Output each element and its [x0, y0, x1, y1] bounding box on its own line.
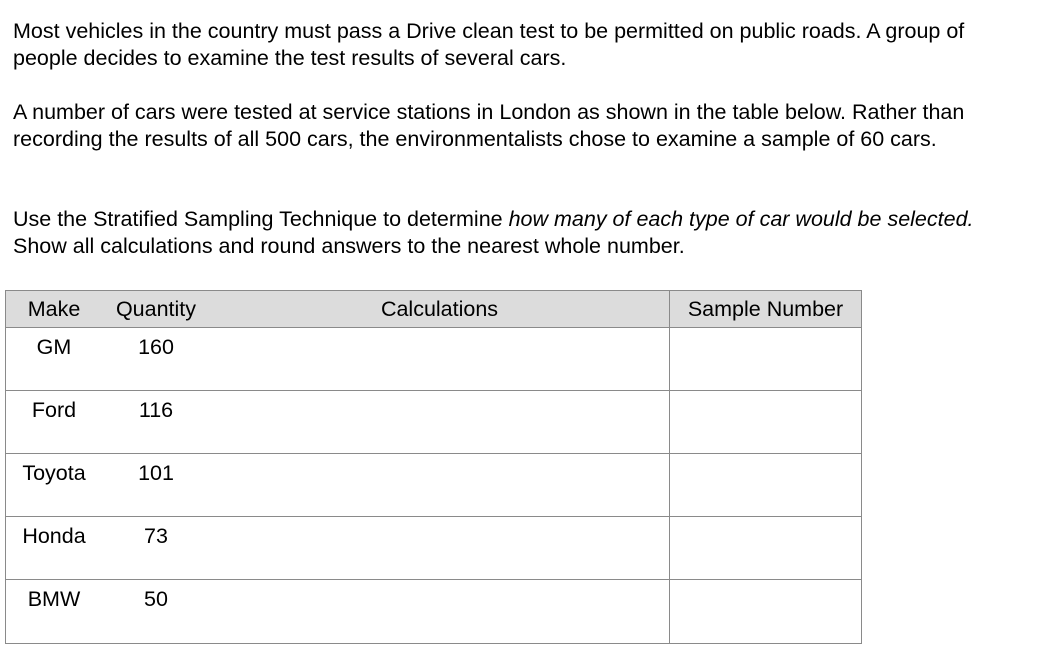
sample-number-cell[interactable] — [670, 517, 862, 580]
calculations-cell[interactable] — [210, 580, 670, 644]
make-quantity-cell — [6, 328, 211, 391]
instructions-end: Show all calculations and round answers to the nearest whole number. — [13, 234, 685, 258]
sample-number-cell[interactable] — [670, 391, 862, 454]
sample-number-cell[interactable] — [670, 580, 862, 644]
quantity-cell: 116 — [138, 398, 174, 422]
quantity-cell: 73 — [144, 524, 168, 548]
make-quantity-cell — [6, 580, 211, 644]
make-cell: Toyota — [22, 461, 86, 485]
table-row — [6, 454, 862, 517]
make-cell: BMW — [27, 587, 81, 611]
calculations-cell[interactable] — [210, 391, 670, 454]
stratified-sampling-table — [5, 290, 862, 644]
make-cell: Ford — [31, 398, 77, 422]
quantity-cell: 160 — [138, 335, 174, 359]
calculations-header: Calculations — [210, 291, 670, 328]
make-header: Make — [27, 297, 81, 321]
calculations-cell[interactable] — [210, 454, 670, 517]
table-row — [6, 328, 862, 391]
make-quantity-header — [6, 291, 211, 328]
make-cell: GM — [36, 335, 72, 359]
make-cell: Honda — [22, 524, 86, 548]
calculations-cell[interactable] — [210, 328, 670, 391]
instructions-paragraph — [13, 206, 1033, 260]
sample-number-cell[interactable] — [670, 454, 862, 517]
sample-number-header: Sample Number — [670, 291, 862, 328]
quantity-cell: 50 — [144, 587, 168, 611]
table-row — [6, 391, 862, 454]
make-quantity-cell — [6, 454, 211, 517]
calculations-cell[interactable] — [210, 517, 670, 580]
quantity-cell: 101 — [138, 461, 174, 485]
make-quantity-cell — [6, 391, 211, 454]
table-row — [6, 517, 862, 580]
make-quantity-cell — [6, 517, 211, 580]
sample-number-cell[interactable] — [670, 328, 862, 391]
intro-paragraph-2: A number of cars were tested at service stations in London as shown in the table below. Rather than recording the results of all 500 cars, the environmentalists chose to examine a sample of 60 cars. — [13, 100, 965, 151]
quantity-header: Quantity — [115, 297, 197, 321]
instructions-emphasis: how many of each type of car would be selected. — [508, 207, 974, 231]
table-row — [6, 580, 862, 644]
table-header-row — [6, 291, 862, 328]
intro-paragraph-1: Most vehicles in the country must pass a Drive clean test to be permitted on public roads. A group of people decides to examine the test results of several cars. — [13, 19, 965, 70]
instructions-start: Use the Stratified Sampling Technique to determine — [13, 207, 509, 231]
